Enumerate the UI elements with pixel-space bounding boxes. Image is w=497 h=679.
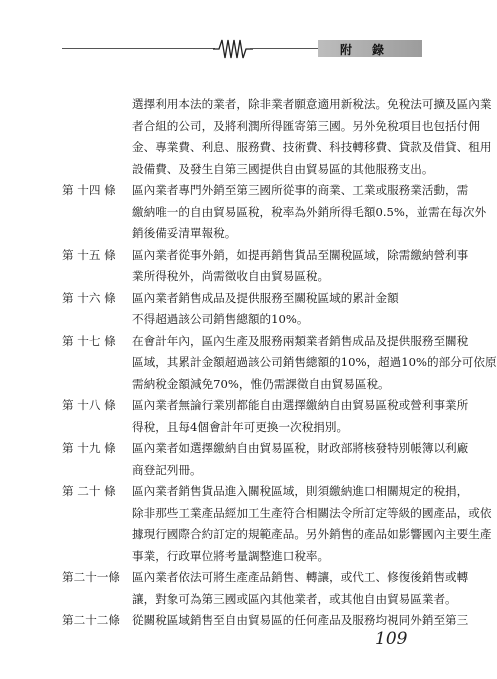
article-label: 第 十六 條	[62, 290, 116, 305]
text-line: 需納稅金額減免70%，惟仍需課徵自由貿易區稅。	[132, 376, 390, 391]
heartbeat-zigzag-icon	[213, 37, 253, 61]
text-line: 商登記列冊。	[132, 462, 202, 477]
text-line: 區內業者從事外銷，如提再銷售貨品至關稅區域，除需繳納營利事	[132, 247, 469, 262]
article-body	[132, 438, 468, 481]
article-body	[132, 245, 468, 288]
article-label: 第 十九 條	[62, 441, 116, 455]
text-line: 區內業者銷售貨品進入關稅區域，則須繳納進口相關規定的稅捐，	[132, 484, 469, 498]
page-number: 109	[375, 629, 408, 649]
article-body	[132, 481, 491, 567]
document-body	[62, 94, 497, 632]
text-line: 區內業者專門外銷至第三國所從事的商業、工業或服務業活動，需	[132, 183, 469, 197]
text-line: 設備費、及發生自第三國提供自由貿易區的其他服務支出。	[132, 161, 434, 176]
article	[62, 395, 469, 438]
article	[62, 610, 469, 632]
article-body	[132, 331, 497, 396]
text-line: 業所得稅外，尚需徵收自由貿易區稅。	[132, 269, 330, 283]
text-line: 區內業者如選擇繳納自由貿易區稅，財政部將核發特別帳簿以利廠	[132, 441, 469, 455]
text-line: 不得超過該公司銷售總額的10%。	[132, 312, 309, 326]
text-line: 繳納唯一的自由貿易區稅，稅率為外銷所得毛額0.5%，並需在每次外	[132, 204, 487, 219]
text-line: 區內業者無論行業別都能自由選擇繳納自由貿易區稅或營利事業所	[132, 398, 469, 412]
text-line: 讓，對象可為第三國或區內其他業者，或其他自由貿易區業者。	[132, 591, 457, 606]
text-line: 從關稅區域銷售至自由貿易區的任何產品及服務均視同外銷至第三	[132, 613, 469, 627]
text-line: 銷後備妥清單報稅。	[132, 226, 237, 240]
text-line: 事業，行政單位將考量調整進口稅率。	[132, 548, 330, 563]
article-list	[62, 180, 497, 632]
intro-paragraph	[62, 94, 492, 180]
text-line: 區域，其累計金額超過該公司銷售總額的10%，超過10%的部分可依原	[132, 355, 497, 369]
article-body	[132, 395, 468, 438]
section-label: 附 錄	[340, 43, 389, 57]
article-body	[132, 288, 424, 331]
text-line: 據現行國際合約訂定的規範產品。另外銷售的產品如影響國內主要生產	[132, 527, 492, 541]
text-line: 金、專業費、利息、服務費、技術費、科技轉移費、貸款及借貸、租用	[132, 140, 492, 154]
article	[62, 288, 424, 331]
article-label: 第二十二條	[62, 613, 120, 627]
header-rule-left	[62, 48, 215, 49]
article	[62, 438, 469, 481]
article-body	[132, 610, 468, 632]
section-tab	[318, 40, 422, 57]
text-line: 在會計年內，區內生產及服務兩類業者銷售成品及提供服務至關稅	[132, 333, 469, 348]
article	[62, 567, 469, 610]
article-label: 第 十八 條	[62, 398, 116, 412]
article	[62, 245, 469, 288]
text-line: 區內業者銷售成品及提供服務至關稅區域的累計金額	[132, 290, 399, 305]
text-line: 得稅，且每4個會計年可更換一次稅捐別。	[132, 419, 349, 434]
text-line: 區內業者依法可將生產產品銷售、轉讓，或代工、修復後銷售或轉	[132, 570, 469, 584]
article	[62, 331, 497, 396]
text-line: 選擇利用本法的業者，除非業者願意適用新稅法。免稅法可擴及區內業	[132, 97, 492, 111]
article-body	[132, 567, 468, 610]
text-line: 者合組的公司，及將利潤所得匯寄第三國。另外免稅項目也包括付佣	[132, 118, 480, 133]
article	[62, 180, 487, 245]
article-label: 第 十七 條	[62, 333, 116, 348]
text-line: 除非那些工業產品經加工生產符合相關法令所訂定等級的國產品，或依	[132, 505, 492, 520]
article-label: 第 十四 條	[62, 183, 116, 197]
article-label: 第 二十 條	[62, 484, 116, 498]
article-body	[132, 180, 486, 245]
article	[62, 481, 492, 567]
article-label: 第 十五 條	[62, 247, 116, 262]
header-rule-right	[250, 48, 318, 49]
page-header	[0, 34, 480, 64]
article-label: 第二十一條	[62, 570, 120, 584]
